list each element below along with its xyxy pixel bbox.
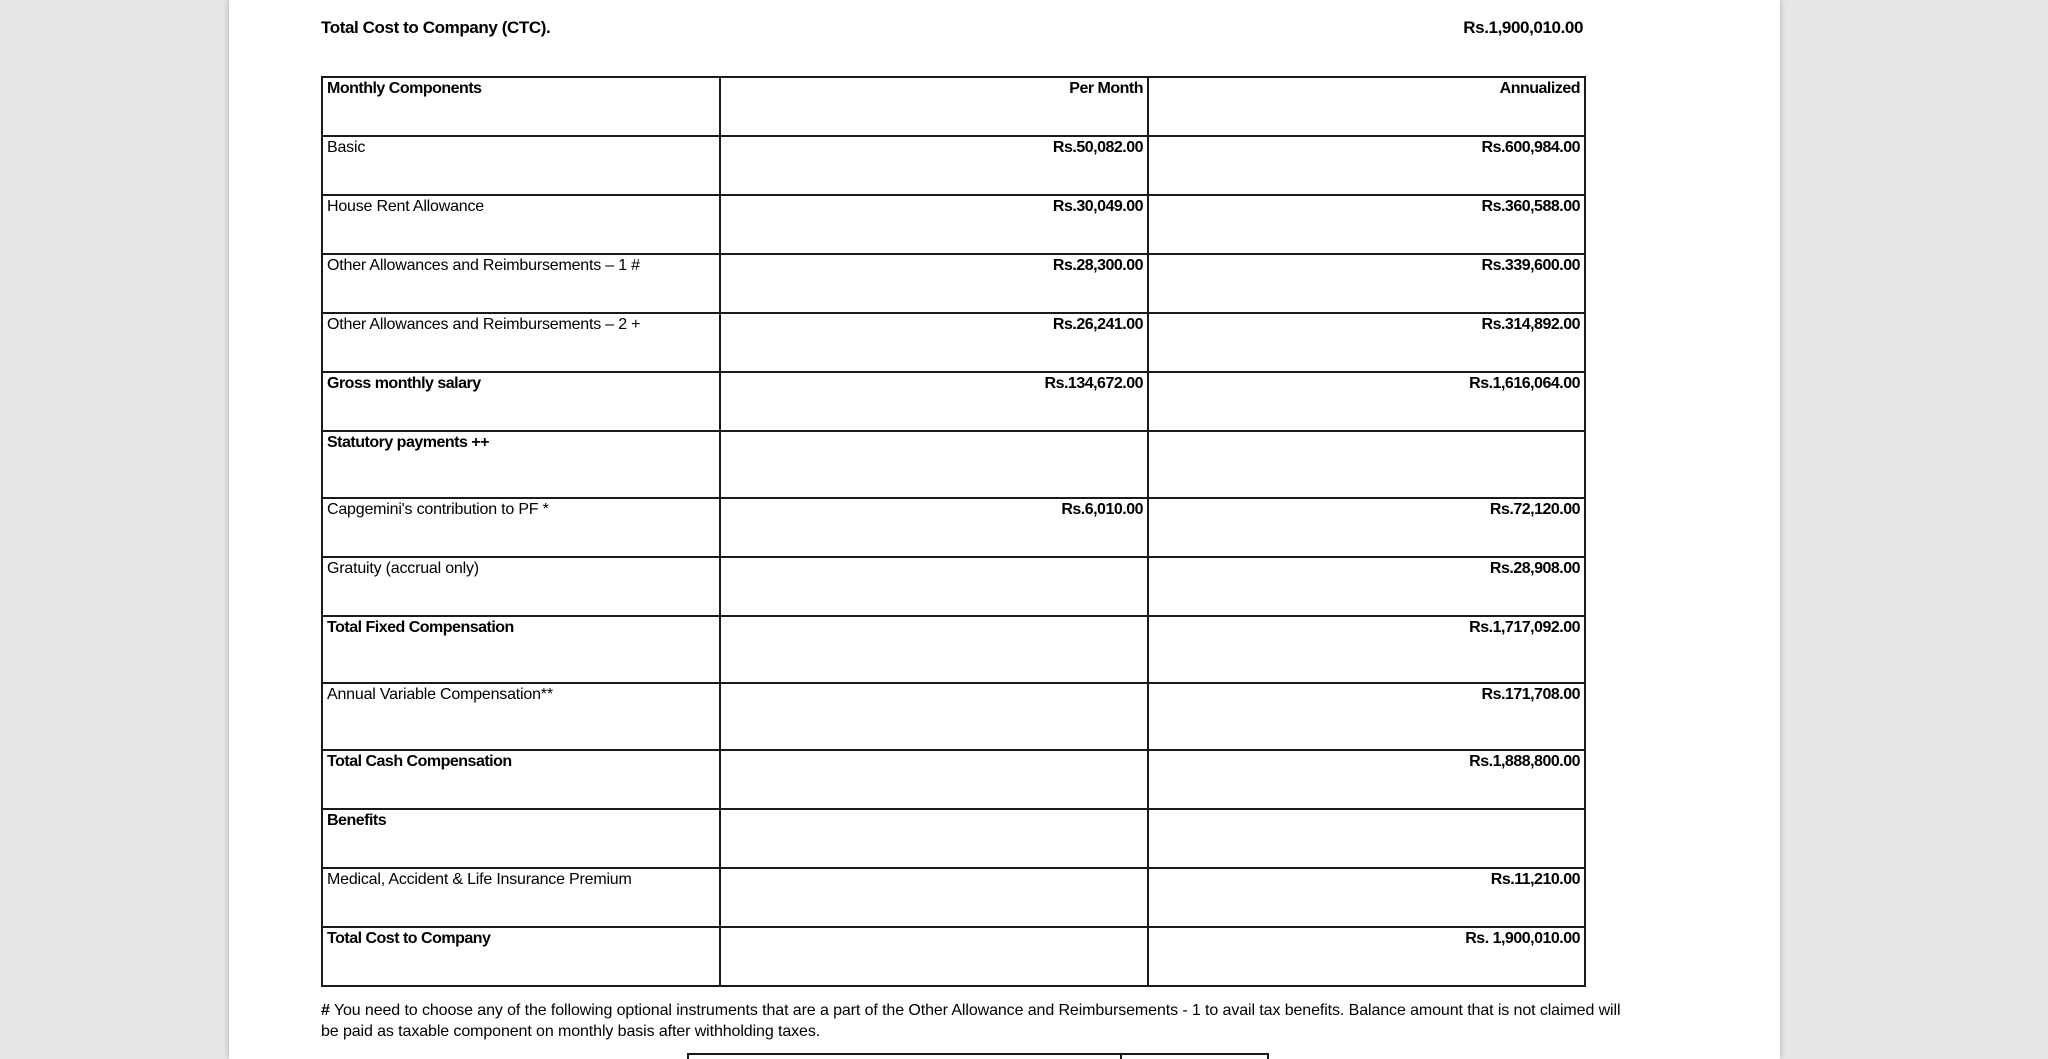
row-label: Capgemini's contribution to PF * [322,498,720,557]
row-per-month: Rs.30,049.00 [720,195,1148,254]
row-annualized: Rs.1,616,064.00 [1148,372,1585,431]
row-per-month [720,868,1148,927]
row-label: Gross monthly salary [322,372,720,431]
table-row [322,195,1585,254]
table-row [322,750,1585,809]
table-row [322,809,1585,868]
row-label: Gratuity (accrual only) [322,557,720,616]
row-per-month [720,927,1148,986]
row-label: House Rent Allowance [322,195,720,254]
ctc-value: Rs.1,900,010.00 [1463,18,1583,37]
table-row [322,868,1585,927]
table-header-row [322,77,1585,136]
row-annualized: Rs.28,908.00 [1148,557,1585,616]
next-table-divider [1120,1055,1122,1059]
row-per-month: Rs.26,241.00 [720,313,1148,372]
table-row [322,431,1585,498]
row-per-month [720,557,1148,616]
row-annualized: Rs.11,210.00 [1148,868,1585,927]
tax-footnote [321,1000,1637,1042]
row-label: Other Allowances and Reimbursements – 1 # [322,254,720,313]
table-row [322,683,1585,750]
document-page [229,0,1780,1059]
ctc-label: Total Cost to Company (CTC). [321,18,551,37]
header-per-month: Per Month [720,77,1148,136]
row-label: Benefits [322,809,720,868]
row-annualized: Rs. 1,900,010.00 [1148,927,1585,986]
row-label: Total Cost to Company [322,927,720,986]
footnote-marker: # [321,1002,330,1019]
row-annualized: Rs.171,708.00 [1148,683,1585,750]
row-annualized: Rs.600,984.00 [1148,136,1585,195]
compensation-table [321,76,1586,987]
row-per-month [720,750,1148,809]
row-per-month [720,809,1148,868]
table-row [322,498,1585,557]
table-row [322,557,1585,616]
row-label: Annual Variable Compensation** [322,683,720,750]
header-annualized: Annualized [1148,77,1585,136]
row-annualized [1148,809,1585,868]
row-annualized: Rs.360,588.00 [1148,195,1585,254]
row-label: Total Cash Compensation [322,750,720,809]
table-row [322,254,1585,313]
row-label: Medical, Accident & Life Insurance Premium [322,868,720,927]
row-label: Statutory payments ++ [322,431,720,498]
table-row [322,313,1585,372]
row-annualized: Rs.1,717,092.00 [1148,616,1585,683]
row-per-month: Rs.134,672.00 [720,372,1148,431]
row-annualized [1148,431,1585,498]
row-per-month: Rs.28,300.00 [720,254,1148,313]
row-per-month [720,431,1148,498]
row-annualized: Rs.1,888,800.00 [1148,750,1585,809]
row-label: Total Fixed Compensation [322,616,720,683]
row-per-month [720,616,1148,683]
row-annualized: Rs.339,600.00 [1148,254,1585,313]
row-label: Other Allowances and Reimbursements – 2 + [322,313,720,372]
row-per-month: Rs.50,082.00 [720,136,1148,195]
row-annualized: Rs.72,120.00 [1148,498,1585,557]
row-annualized: Rs.314,892.00 [1148,313,1585,372]
row-per-month [720,683,1148,750]
table-row [322,927,1585,986]
table-row [322,136,1585,195]
header-monthly-components: Monthly Components [322,77,720,136]
next-table-edge [687,1053,1269,1059]
table-row [322,372,1585,431]
row-label: Basic [322,136,720,195]
footnote-text: You need to choose any of the following optional instruments that are a part of the Other Allowance and Reimbursements - 1 to avail tax benefits. Balance amount that is not claimed will be paid as taxable component on monthly basis after withholding taxes. [321,1002,1621,1040]
row-per-month: Rs.6,010.00 [720,498,1148,557]
table-row [322,616,1585,683]
